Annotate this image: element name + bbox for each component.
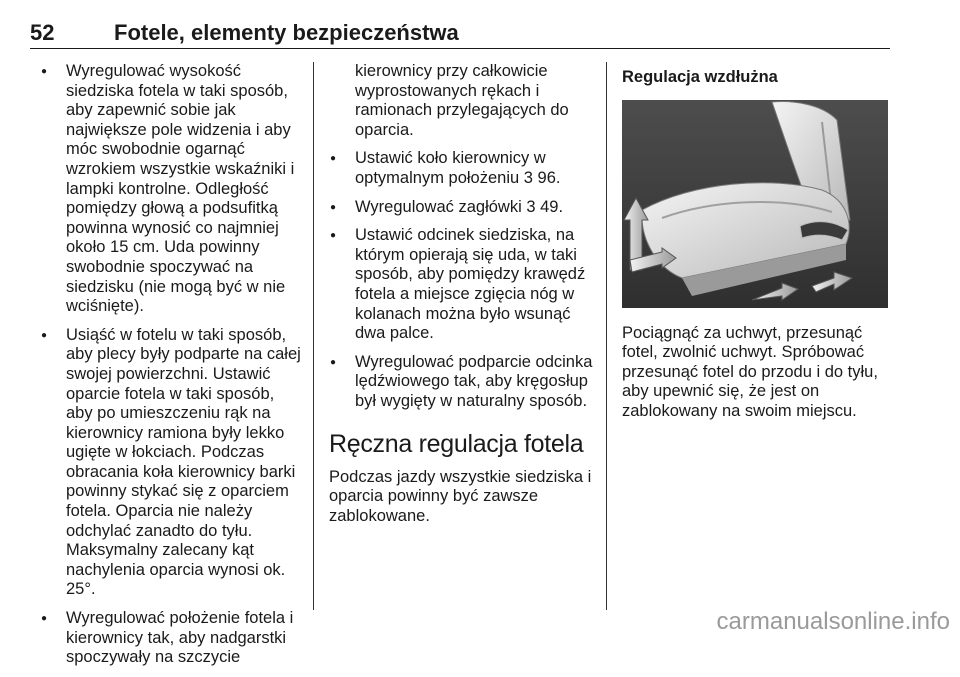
bullet-item: ● Wyregulować położenie fotela i kierownicy tak, aby nadgarstki spoczywały na szczycie xyxy=(40,609,302,668)
column-3 xyxy=(622,62,892,431)
section-heading: Ręczna regulacja fotela xyxy=(329,429,584,458)
seat-adjustment-illustration-icon xyxy=(622,100,888,308)
watermark: carmanualsonline.info xyxy=(716,608,950,635)
bullet-item: ● Usiąść w fotelu w taki sposób, aby plecy były podparte na całej swojej powierzchni. Ustawić oparcie fotela w taki sposób, aby po umieszczeniu rąk na kierownicy ramiona były lekko ugięte w łokciach. Podczas obracania koła kierownicy barki powinny stykać się z oparciem fotela. Oparcia nie należy odchylać zanadto do tyłu. Maksymalny zalecany kąt nachylenia oparcia wynosi ok. 25°. xyxy=(40,326,302,600)
section-paragraph: Pociągnąć za uchwyt, przesunąć fotel, zwolnić uchwyt. Spróbować przesunąć fotel do przodu i do tyłu, aby upewnić się, że jest on zablokowany na swoim miejscu. xyxy=(622,323,878,420)
page-title: Fotele, elementy bezpieczeństwa xyxy=(114,20,459,45)
column-divider xyxy=(313,62,314,610)
bullet-item: ● Wyregulować wysokość siedziska fotela w taki sposób, aby zapewnić sobie jak największe pole widzenia i aby móc swobodnie ogarnąć wzrokiem wszystkie wskaźniki i lampki kontrolne. Odległość pomiędzy głową a podsufitką powinna wynosić co najmniej około 15 cm. Uda powinny swobodnie spoczywać na siedzisku (nie mogą być w nie wciśnięte). xyxy=(40,62,302,317)
section-paragraph: Podczas jazdy wszystkie siedziska i oparcia powinny być zawsze zablokowane. xyxy=(329,467,592,525)
page-header xyxy=(30,10,890,49)
page-number: 52 xyxy=(30,20,55,45)
column-1 xyxy=(40,62,302,677)
bullet-continuation: kierownicy przy całkowicie wyprostowanych rękach i ramionach przylegających do oparcia. xyxy=(355,62,569,139)
column-divider xyxy=(606,62,607,610)
bullet-item: ● Wyregulować zagłówki 3 49. xyxy=(329,198,597,218)
bullet-item: ● Ustawić odcinek siedziska, na którym opierają się uda, w taki sposób, aby pomiędzy krawędź fotela a miejsce zgięcia nóg w kolanach można było wsunąć dwa palce. xyxy=(329,226,597,344)
bullet-item: ● Ustawić koło kierownicy w optymalnym położeniu 3 96. xyxy=(329,149,597,188)
bullet-item: ● Wyregulować podparcie odcinka lędźwiowego tak, aby kręgosłup był wygięty w naturalny sposób. xyxy=(329,353,597,412)
subsection-heading: Regulacja wzdłużna xyxy=(622,68,778,86)
column-2 xyxy=(329,62,597,535)
